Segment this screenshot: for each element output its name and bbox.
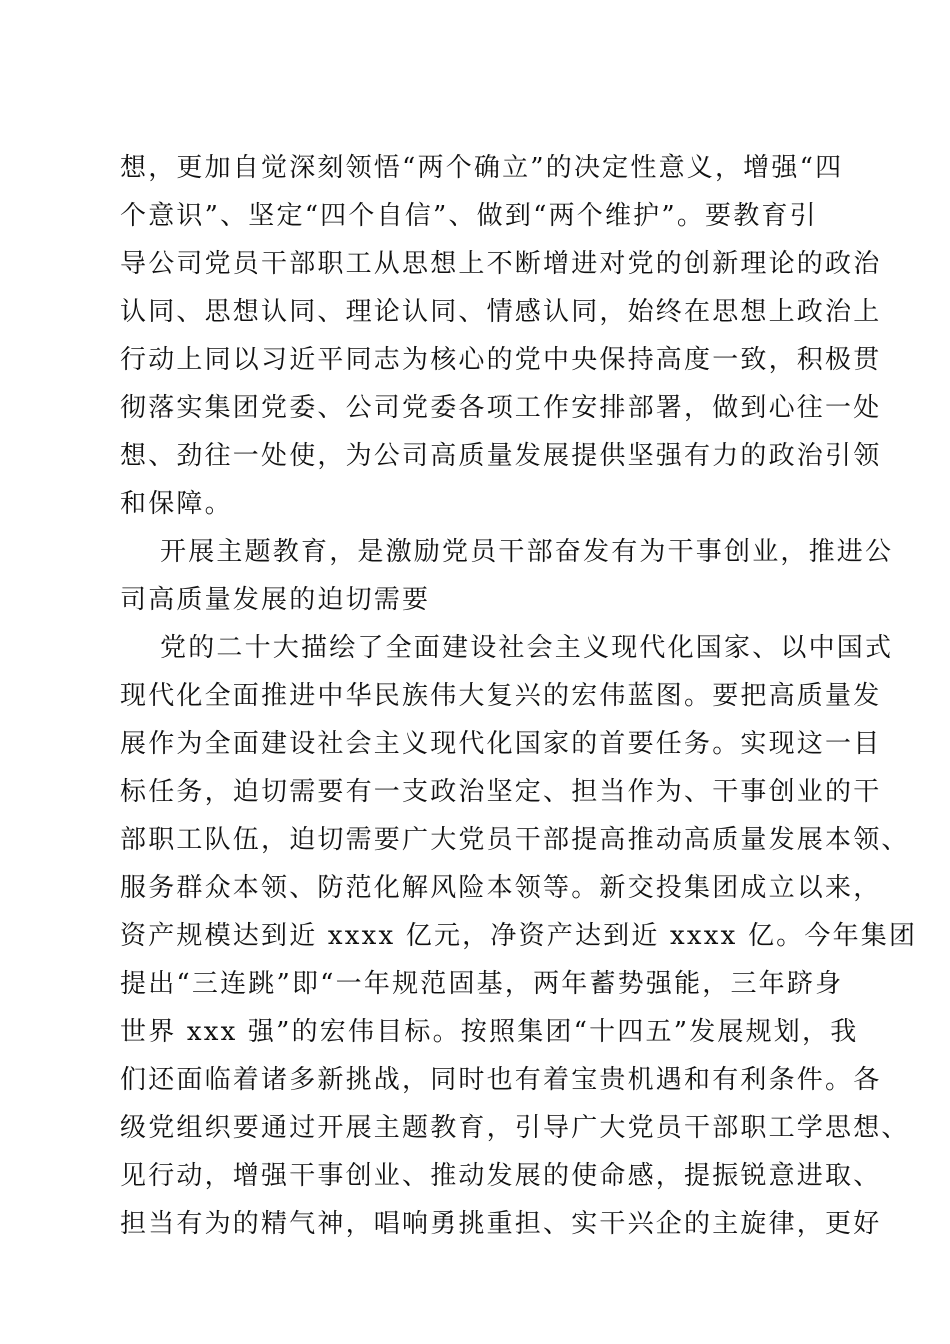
text-line: 和保障。: [120, 489, 233, 519]
text-line: 见行动，增强干事创业、推动发展的使命感，提振锐意进取、: [120, 1161, 882, 1191]
text-line: 世界 xxx 强”的宏伟目标。按照集团“十四五”发展规划，我: [120, 1017, 859, 1047]
text-line: 部职工队伍，迫切需要广大党员干部提高推动高质量发展本领、: [120, 825, 910, 855]
text-line: 想，更加自觉深刻领悟“两个确立”的决定性意义，增强“四: [120, 153, 844, 183]
text-line: 导公司党员干部职工从思想上不断增进对党的创新理论的政治: [120, 249, 882, 279]
section-heading-line: 司高质量发展的迫切需要: [120, 585, 431, 615]
text-line: 提出“三连跳”即“一年规范固基，两年蓄势强能，三年跻身: [120, 969, 844, 999]
text-line: 现代化全面推进中华民族伟大复兴的宏伟蓝图。要把高质量发: [120, 681, 882, 711]
text-line: 行动上同以习近平同志为核心的党中央保持高度一致，积极贯: [120, 345, 882, 375]
text-line: 资产规模达到近 xxxx 亿元，净资产达到近 xxxx 亿。今年集团: [120, 921, 918, 951]
text-line: 担当有为的精气神，唱响勇挑重担、实干兴企的主旋律，更好: [120, 1209, 882, 1239]
text-line: 标任务，迫切需要有一支政治坚定、担当作为、干事创业的干: [120, 777, 882, 807]
text-line: 级党组织要通过开展主题教育，引导广大党员干部职工学思想、: [120, 1113, 910, 1143]
text-line: 想、劲往一处使，为公司高质量发展提供坚强有力的政治引领: [120, 441, 882, 471]
text-line: 认同、思想认同、理论认同、情感认同，始终在思想上政治上: [120, 297, 882, 327]
text-line: 党的二十大描绘了全面建设社会主义现代化国家、以中国式: [160, 633, 894, 663]
text-line: 个意识”、坚定“四个自信”、做到“两个维护”。要教育引: [120, 201, 818, 231]
text-line: 们还面临着诸多新挑战，同时也有着宝贵机遇和有利条件。各: [120, 1065, 882, 1095]
text-line: 展作为全面建设社会主义现代化国家的首要任务。实现这一目: [120, 729, 882, 759]
section-heading-line: 开展主题教育，是激励党员干部奋发有为干事创业，推进公: [160, 537, 894, 567]
text-line: 服务群众本领、防范化解风险本领等。新交投集团成立以来，: [120, 873, 882, 903]
text-line: 彻落实集团党委、公司党委各项工作安排部署，做到心往一处: [120, 393, 882, 423]
